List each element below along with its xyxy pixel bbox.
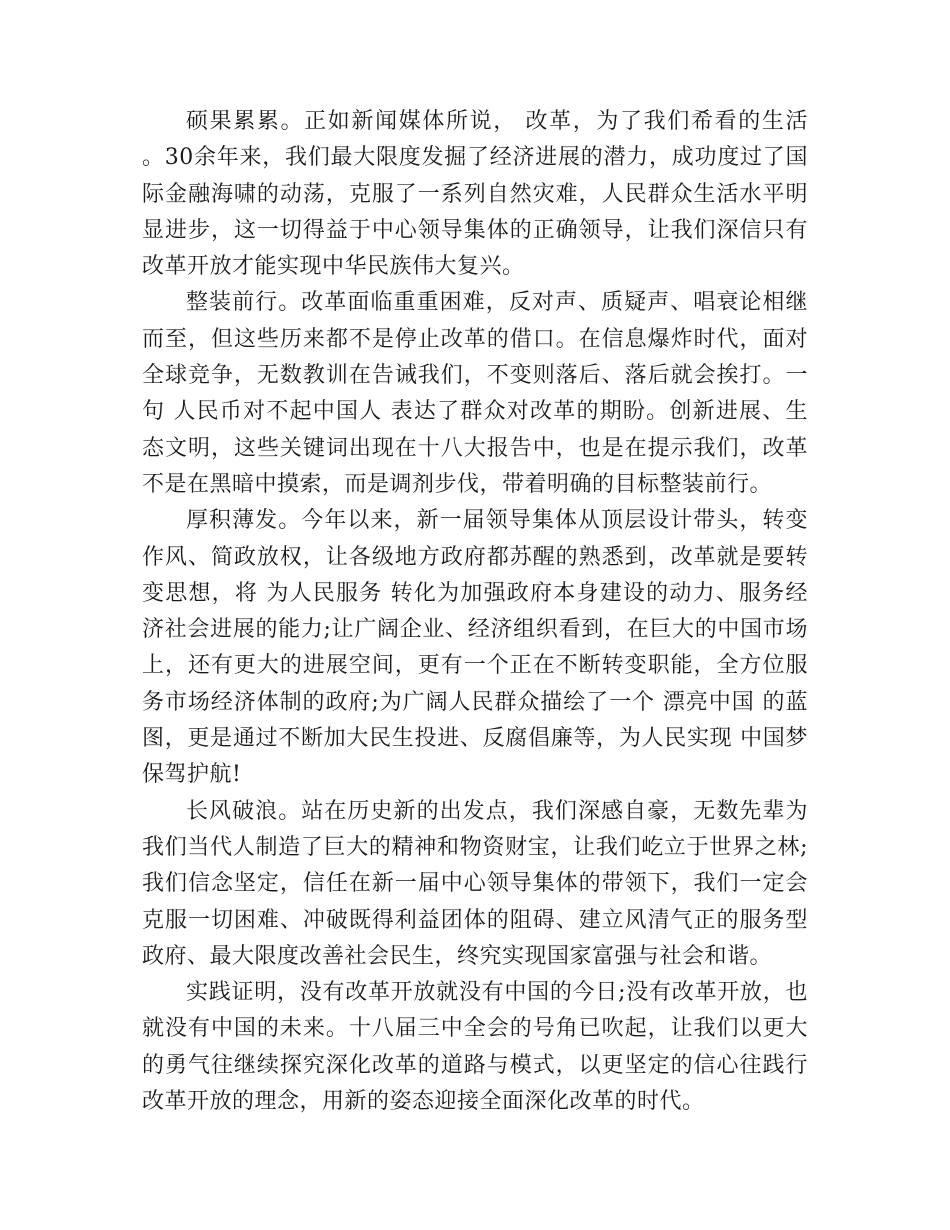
paragraph-ride-the-wind: 长风破浪。站在历史新的出发点，我们深感自豪，无数先辈为我们当代人制造了巨大的精神和物资财宝，让我们屹立于世界之林;我们信念坚定，信任在新一届中心领导集体的带领下，我们一定会克服一切困难、冲破既得利益团体的阻碍、建立风清气正的服务型政府、最大限度改善社会民生，终究实现国家富强与社会和谐。 [142,798,808,969]
paragraph-harvest: 硕果累累。正如新闻媒体所说， 改革，为了我们希看的生活 。30余年来，我们最大限度发掘了经济进展的潜力，成功度过了国际金融海啸的动荡，克服了一系列自然灾难，人民群众生活水平明显进步，这一切得益于中心领导集体的正确领导，让我们深信只有改革开放才能实现中华民族伟大复兴。 [142,109,808,280]
paragraph-march-forward: 整装前行。改革面临重重困难，反对声、质疑声、唱衰论相继而至，但这些历来都不是停止改革的借口。在信息爆炸时代，面对全球竞争，无数教训在告诫我们，不变则落后、落后就会挨打。一句 人民币对不起中国人 表达了群众对改革的期盼。创新进展、生态文明，这些关键词出现在十八大报告中，也是在提示我们，改革不是在黑暗中摸索，而是调剂步伐，带着明确的目标整装前行。 [142,290,808,497]
paragraph-conclusion: 实践证明，没有改革开放就没有中国的今日;没有改革开放，也就没有中国的未来。十八届三中全会的号角已吹起，让我们以更大的勇气往继续探究深化改革的道路与模式，以更坚定的信心往践行改革开放的理念，用新的姿态迎接全面深化改革的时代。 [142,980,808,1115]
document-body [142,104,808,1120]
paragraph-accumulate: 厚积薄发。今年以来，新一届领导集体从顶层设计带头，转变作风、简政放权，让各级地方政府都苏醒的熟悉到，改革就是要转变思想，将 为人民服务 转化为加强政府本身建设的动力、服务经济社会进展的能力;让广阔企业、经济组织看到，在巨大的中国市场上，还有更大的进展空间，更有一个正在不断转变职能，全方位服务市场经济体制的政府;为广阔人民群众描绘了一个 漂亮中国 的蓝图，更是通过不断加大民生投进、反腐倡廉等，为人民实现 中国梦 保驾护航! [142,508,808,788]
